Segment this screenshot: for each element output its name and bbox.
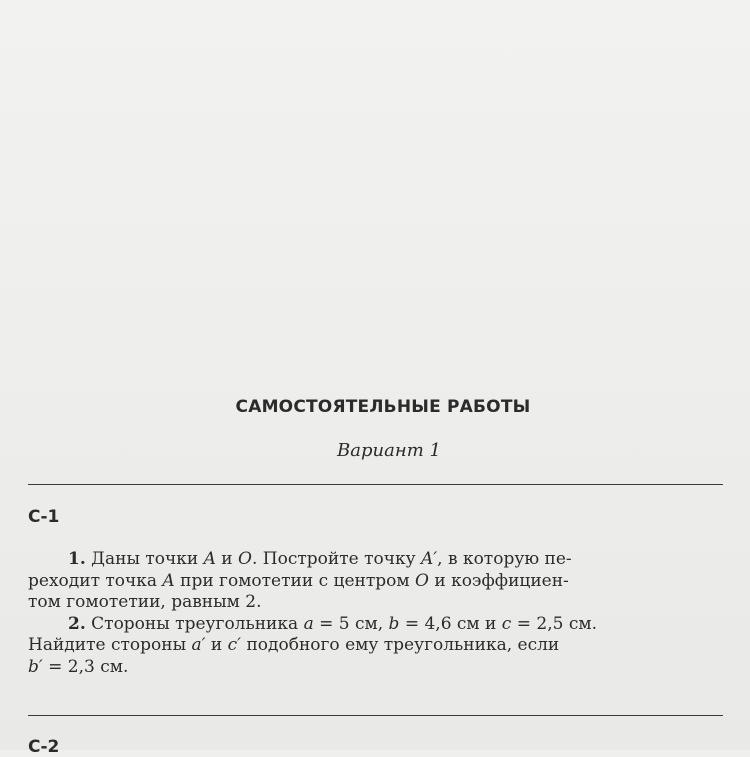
- task-1-line-2: [28, 571, 722, 593]
- task-1-number: 1.: [68, 549, 86, 569]
- task-1-line-1: [28, 549, 722, 571]
- task-2-number: 2.: [68, 613, 86, 634]
- task-2-text: = 5 см,: [313, 613, 389, 634]
- task-1-text: при гомотетии с центром: [174, 570, 415, 591]
- task-2-text: Найдите стороны: [28, 635, 192, 655]
- task-1-text: и: [215, 549, 239, 569]
- side-b: b: [388, 613, 400, 634]
- section-label: С-1: [28, 507, 60, 527]
- task-2-text: = 2,3 см.: [42, 656, 129, 677]
- point-a: A: [203, 549, 216, 569]
- task-2-text: = 4,6 см и: [399, 613, 502, 634]
- task-1-text: Даны точки: [85, 549, 204, 569]
- point-o: O: [415, 570, 429, 591]
- side-a-prime: a′: [191, 635, 206, 655]
- point-o: O: [238, 549, 252, 569]
- task-2-line-2: [28, 635, 722, 657]
- divider-top: [28, 484, 723, 485]
- task-1-text: . Постройте точку: [251, 549, 422, 569]
- tasks-block: [28, 549, 722, 678]
- task-1-text: и коэффициен-: [428, 570, 569, 591]
- side-a: a: [303, 613, 314, 634]
- task-1-text: реходит точка: [28, 570, 163, 591]
- side-b-prime: b′: [28, 656, 43, 677]
- page-heading: САМОСТОЯТЕЛЬНЫЕ РАБОТЫ: [235, 397, 531, 417]
- task-2-text: Стороны треугольника: [85, 613, 304, 634]
- next-section-label: С-2: [28, 737, 60, 757]
- variant-title: Вариант 1: [337, 440, 441, 461]
- task-2-line-3: [28, 657, 722, 679]
- task-1-text: , в которую пе-: [437, 549, 572, 569]
- side-c-prime: c′: [227, 635, 242, 655]
- task-2-text: и: [205, 635, 228, 655]
- task-2-line-1: [28, 614, 722, 636]
- side-c: c: [501, 613, 512, 634]
- task-2-text: = 2,5 см.: [511, 613, 597, 634]
- point-a-prime: A′: [421, 549, 438, 569]
- divider-bottom: [28, 715, 723, 716]
- task-1-line-3: том гомотетии, равным 2.: [28, 592, 262, 612]
- point-a: A: [162, 570, 175, 591]
- task-2-text: подобного ему треугольника, если: [241, 635, 560, 655]
